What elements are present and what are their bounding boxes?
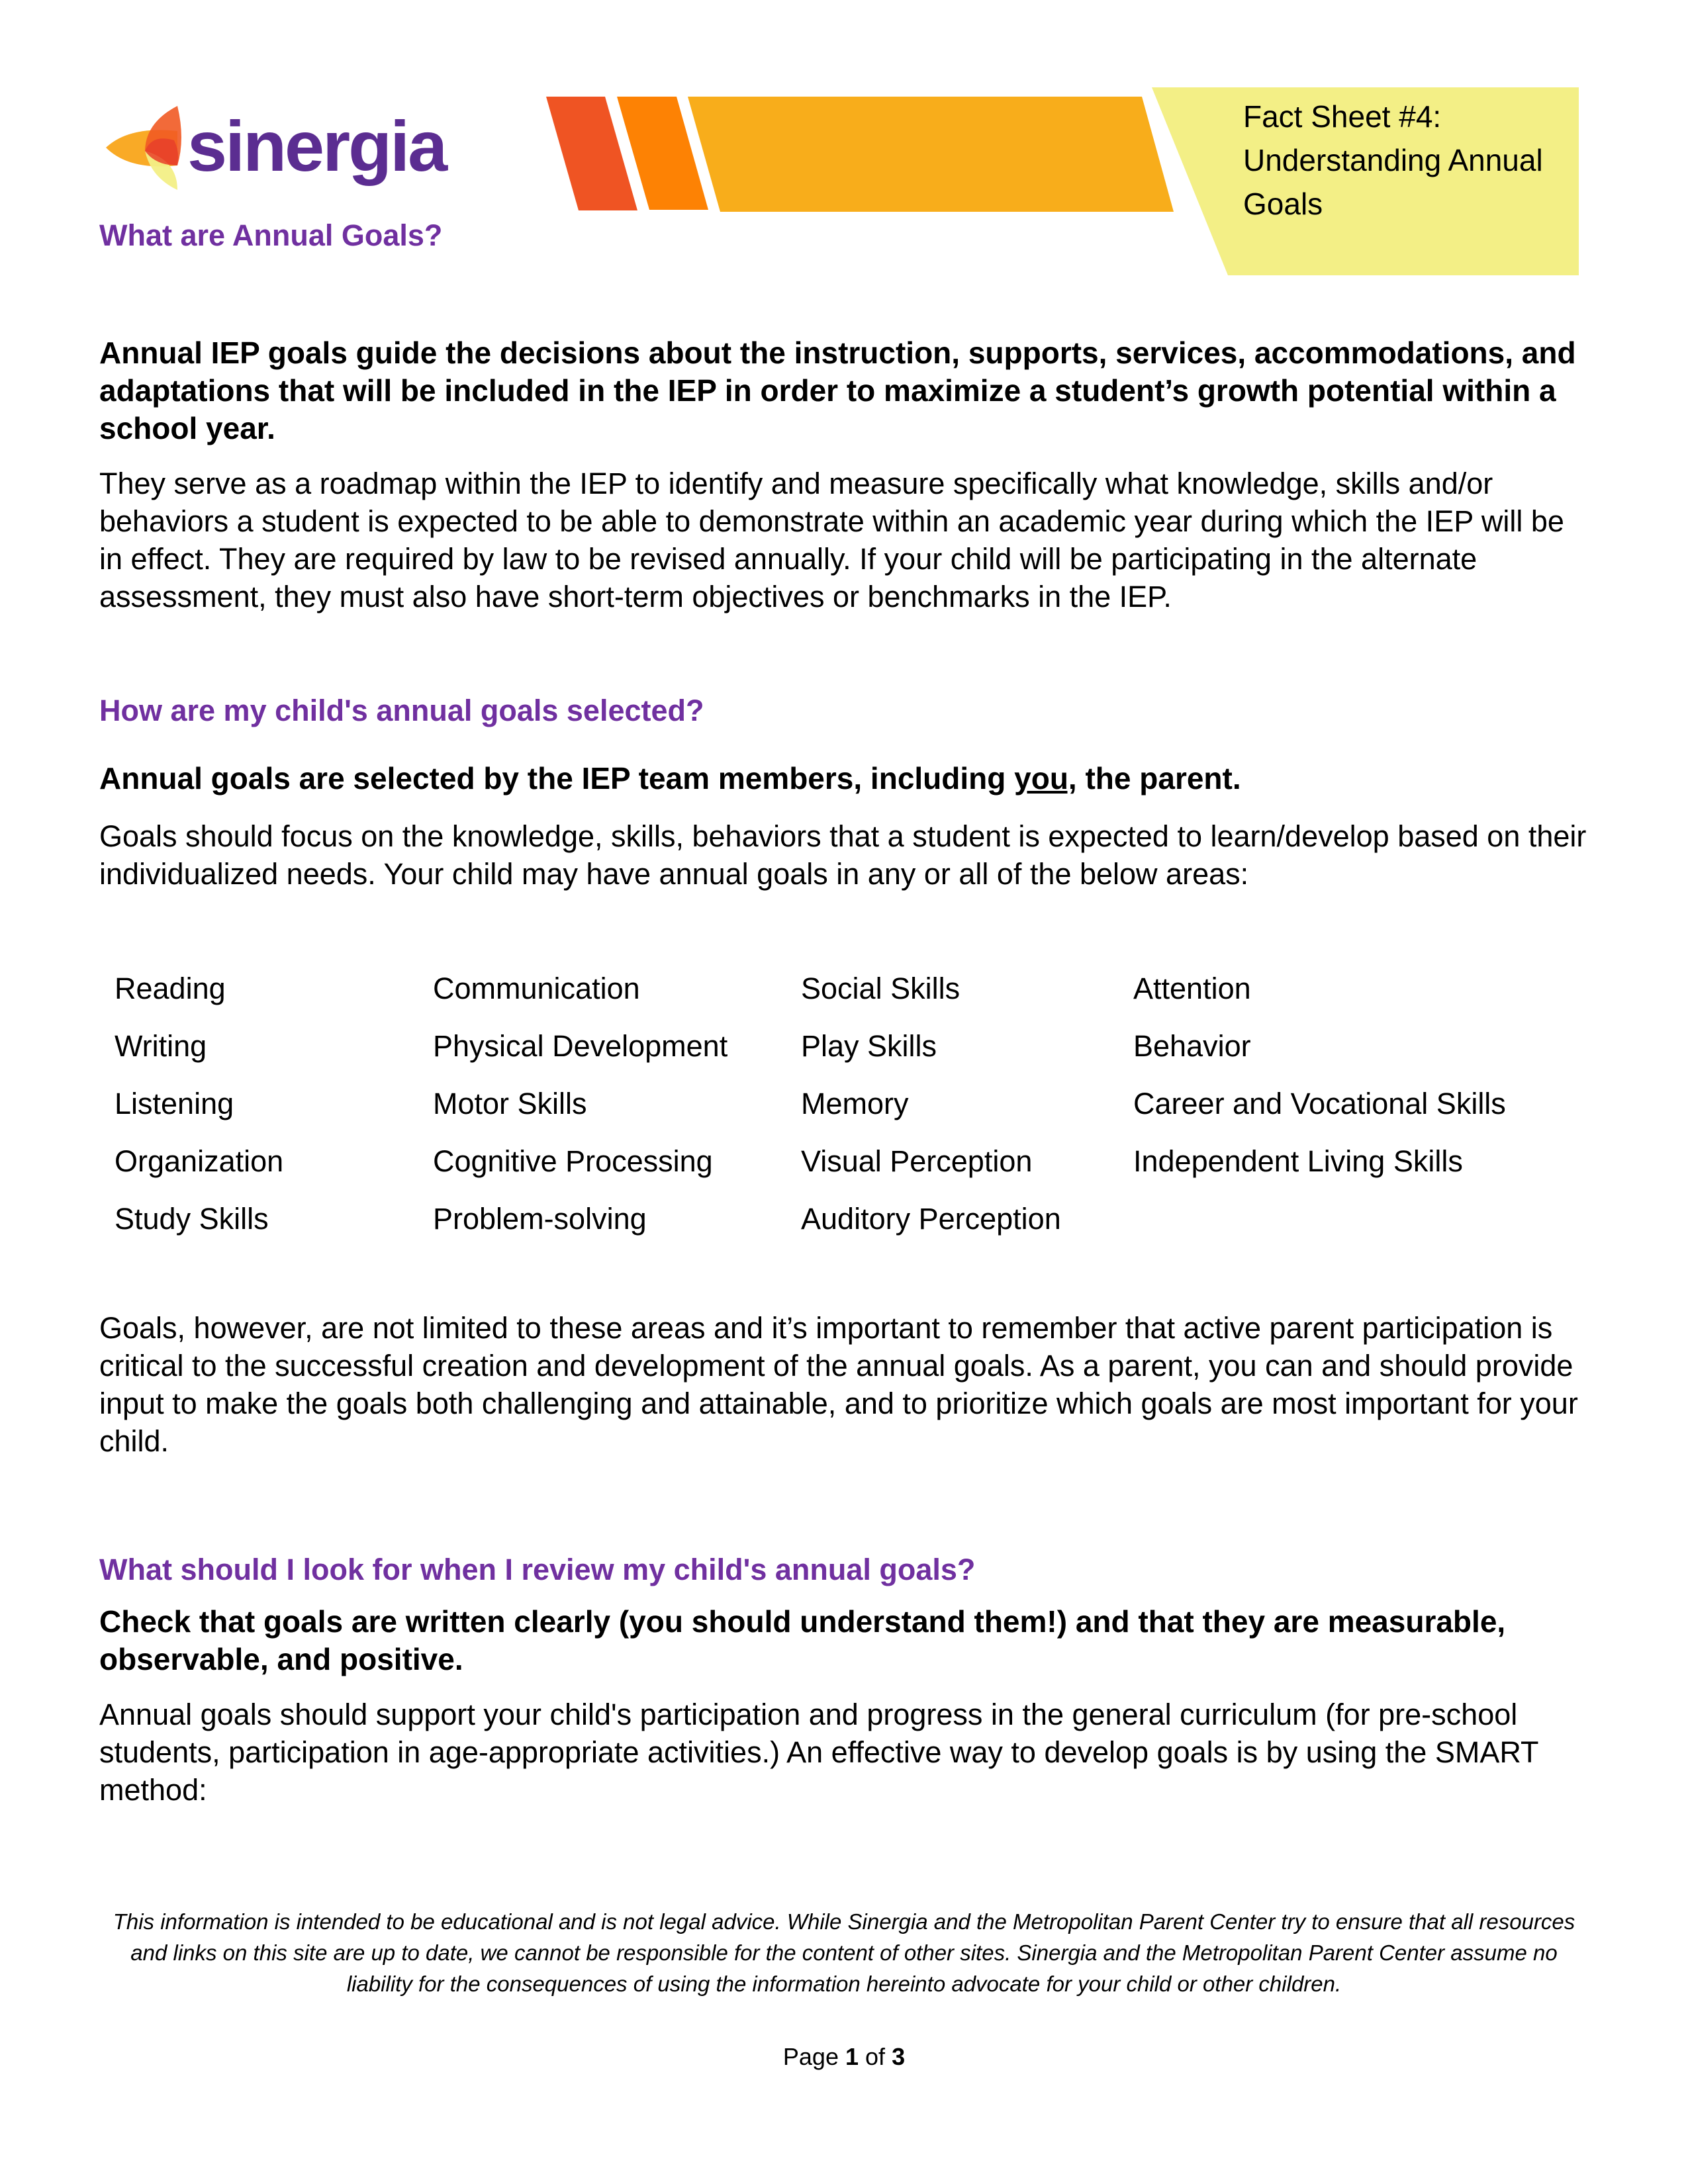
goal-area: Independent Living Skills — [1133, 1144, 1463, 1178]
amber-stripe — [688, 97, 1174, 212]
page-number — [0, 2037, 1688, 2077]
goal-area: Listening — [115, 1087, 234, 1120]
goal-area: Communication — [433, 972, 640, 1005]
goal-area: Organization — [115, 1144, 284, 1178]
section-lead: Annual IEP goals guide the decisions about the instruction, supports, services, accommodations, and adaptations that will be included in the IEP in order to maximize a student’s growth potential within a school year. — [99, 336, 1576, 445]
section-heading: What should I look for when I review my child's annual goals? — [99, 1553, 976, 1586]
goal-area: Study Skills — [115, 1202, 269, 1236]
goal-areas-grid — [115, 970, 1571, 1257]
fact-sheet-line: Understanding Annual — [1243, 143, 1543, 177]
section-closing: Goals, however, are not limited to these areas and it’s important to remember that active parent participation is critical to the successful creation and development of the annual goals. As a parent, you can and should provide input to make the goals both challenging and attainable, and to prioritize which goals are most important for your child. — [99, 1311, 1578, 1458]
goal-area: Career and Vocational Skills — [1133, 1087, 1506, 1120]
goal-area: Social Skills — [801, 972, 961, 1005]
goal-area: Behavior — [1133, 1029, 1251, 1063]
goal-areas-row — [115, 970, 1571, 1027]
fact-sheet-line: Fact Sheet #4: — [1243, 99, 1442, 134]
goal-area: Problem-solving — [433, 1202, 647, 1236]
section-heading: What are Annual Goals? — [99, 218, 443, 252]
goal-area: Cognitive Processing — [433, 1144, 713, 1178]
goal-area: Reading — [115, 972, 226, 1005]
fact-sheet-title — [1243, 95, 1574, 226]
goal-areas-row — [115, 1085, 1571, 1142]
section-lead: Check that goals are written clearly (you should understand them!) and that they are measurable, observable, and positive. — [99, 1604, 1506, 1676]
section-body: Goals should focus on the knowledge, skills, behaviors that a student is expected to learn/develop based on their individualized needs. Your child may have annual goals in any or all of the below areas: — [99, 819, 1587, 891]
section-body: They serve as a roadmap within the IEP to identify and measure specifically what knowledge, skills and/or behaviors a student is expected to be able to demonstrate within an academic year during which the IEP will be in effect. They are required by law to be revised annually. If your child will be participating in the alternate assessment, they must also have short-term objectives or benchmarks in the IEP. — [99, 467, 1564, 614]
goal-area: Play Skills — [801, 1029, 937, 1063]
goal-area: Motor Skills — [433, 1087, 587, 1120]
lead-text: the parent. — [1076, 761, 1241, 796]
goal-area: Attention — [1133, 972, 1251, 1005]
goal-areas-row — [115, 1200, 1571, 1257]
goal-area: Visual Perception — [801, 1144, 1033, 1178]
goal-areas-row — [115, 1027, 1571, 1085]
sinergia-wordmark: sinergia — [187, 106, 446, 186]
page-label: Page — [782, 2043, 839, 2070]
goal-area: Writing — [115, 1029, 207, 1063]
lead-emphasis: you, — [1014, 761, 1077, 796]
page-total: 3 — [892, 2043, 906, 2070]
page-of: of — [865, 2043, 886, 2070]
goal-area: Memory — [801, 1087, 909, 1120]
lead-text: Annual goals are selected by the IEP team members, including — [99, 761, 1015, 796]
goal-area: Physical Development — [433, 1029, 728, 1063]
section-body: Annual goals should support your child's participation and progress in the general curriculum (for pre-school students, participation in age-appropriate activities.) An effective way to develop goals is by using the SMART method: — [99, 1698, 1538, 1807]
section-lead — [99, 760, 1589, 797]
goal-area: Auditory Perception — [801, 1202, 1061, 1236]
section-heading: How are my child's annual goals selected? — [99, 694, 704, 727]
goal-areas-row — [115, 1142, 1571, 1200]
fact-sheet-line: Goals — [1243, 187, 1323, 221]
page-current: 1 — [845, 2043, 859, 2070]
legal-disclaimer: This information is intended to be educational and is not legal advice. While Sinergia and the Metropolitan Parent Center try to ensure that all resources and links on this site are up to date, we cannot be responsible for the content of other sites. Sinergia and the Metropolitan Parent Center assume no liability for the consequences of using the information hereinto advocate for your child or other children. — [113, 1909, 1575, 1996]
